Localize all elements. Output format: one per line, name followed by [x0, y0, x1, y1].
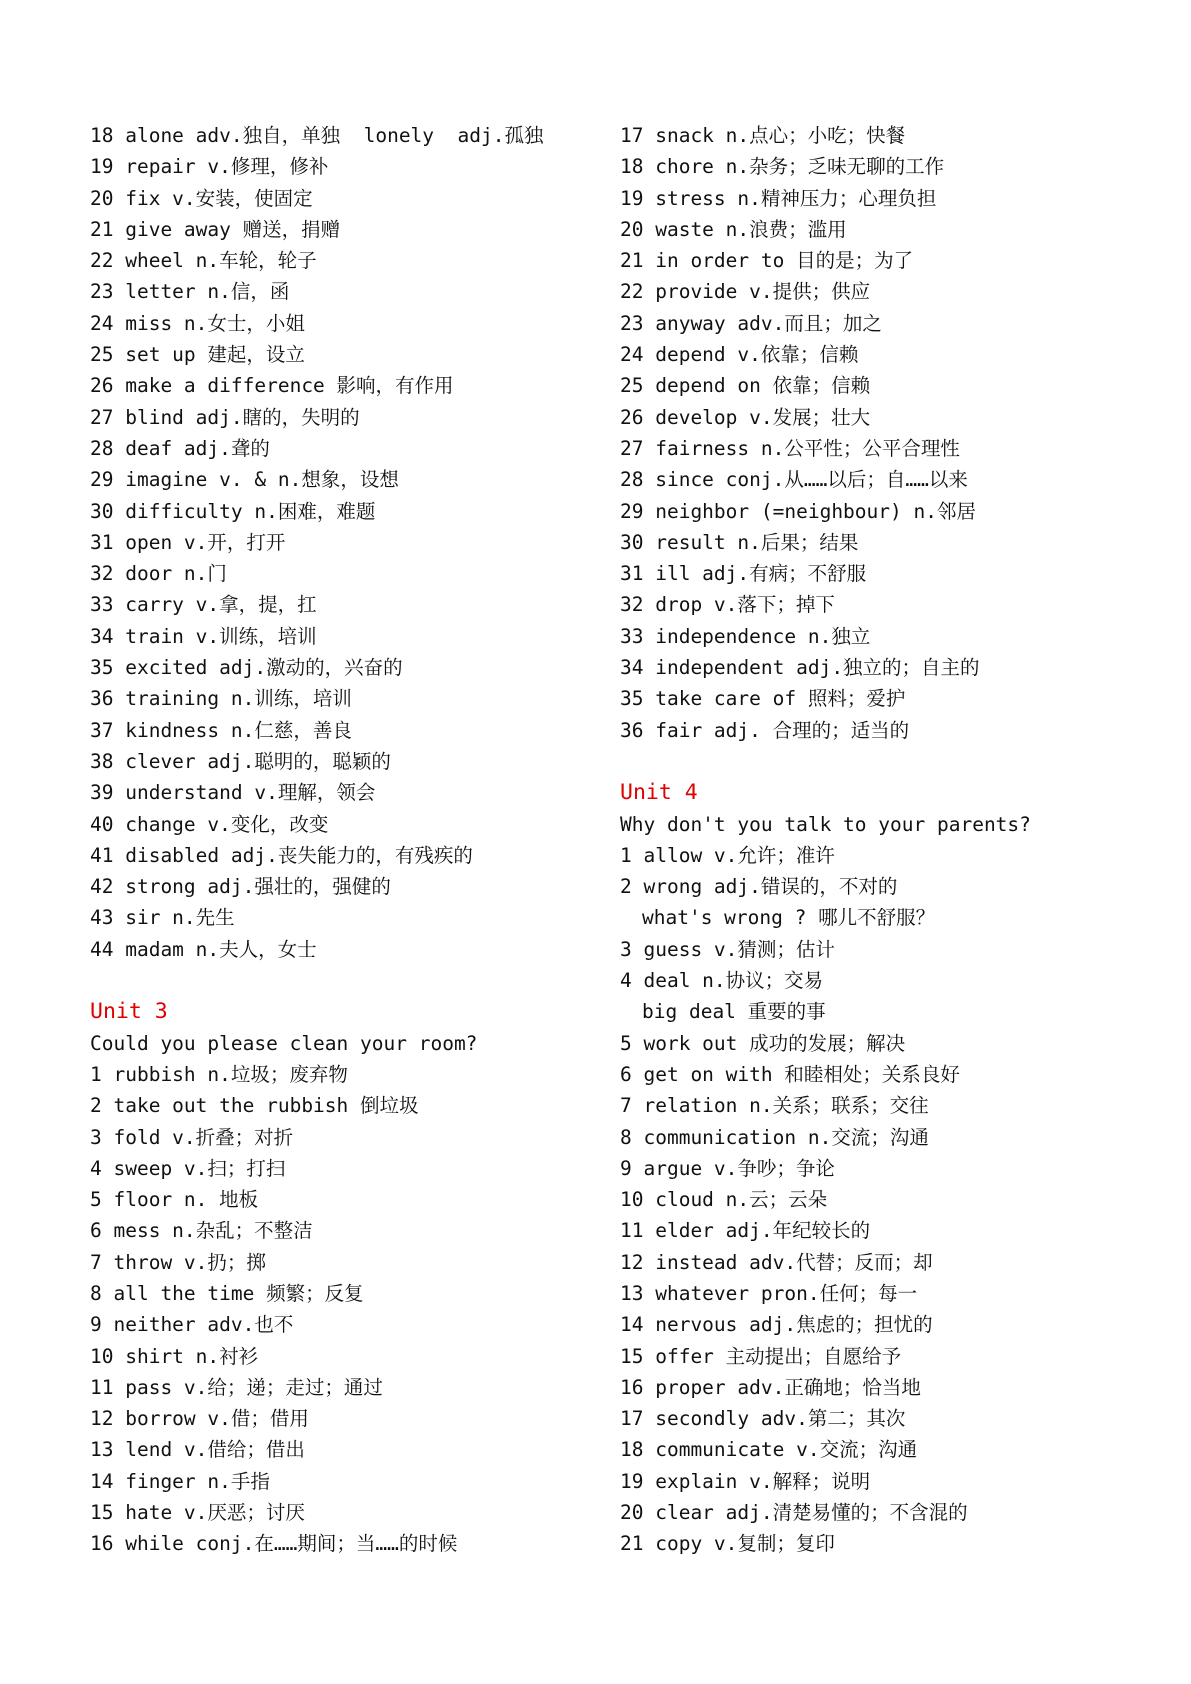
vocab-entry: 20 fix v.安装，使固定: [90, 186, 313, 210]
vocab-entry: 28 since conj.从……以后；自……以来: [620, 468, 968, 492]
vocab-entry: 18 communicate v.交流；沟通: [620, 1438, 918, 1462]
right-column: [620, 120, 1180, 1560]
vocab-entry: 12 borrow v.借；借用: [90, 1407, 309, 1431]
vocab-entry: 20 waste n.浪费；滥用: [620, 217, 847, 241]
vocab-entry: big deal 重要的事: [642, 1000, 826, 1024]
vocab-entry: 3 guess v.猜测；估计: [620, 937, 835, 961]
vocab-entry: 36 fair adj. 合理的；适当的: [620, 718, 910, 742]
vocab-entry: 11 pass v.给；递；走过；通过: [90, 1375, 383, 1399]
vocab-entry: 7 throw v.扔；掷: [90, 1250, 266, 1274]
left-vocab-list: [90, 120, 610, 965]
vocab-entry: 15 hate v.厌恶；讨厌: [90, 1501, 305, 1525]
vocab-entry: 32 door n.门: [90, 562, 227, 586]
vocab-entry: 26 make a difference 影响，有作用: [90, 374, 454, 398]
vocab-entry: 7 relation n.关系；联系；交往: [620, 1094, 929, 1118]
vocab-entry: 6 mess n.杂乱；不整洁: [90, 1219, 313, 1243]
section-gap: [620, 746, 1180, 777]
vocab-entry: 18 chore n.杂务；乏味无聊的工作: [620, 155, 945, 179]
vocab-entry: 29 neighbor (=neighbour) n.邻居: [620, 499, 976, 523]
vocab-entry: 23 letter n.信，函: [90, 280, 290, 304]
vocab-entry: 40 change v.变化，改变: [90, 812, 329, 836]
vocab-entry: 6 get on with 和睦相处；关系良好: [620, 1062, 960, 1086]
vocab-entry: 23 anyway adv.而且；加之: [620, 311, 882, 335]
vocab-entry: 42 strong adj.强壮的，强健的: [90, 875, 391, 899]
vocab-entry: 31 open v.开，打开: [90, 530, 286, 554]
vocab-entry: 19 stress n.精神压力；心理负担: [620, 186, 937, 210]
vocab-entry: 32 drop v.落下；掉下: [620, 593, 835, 617]
vocab-entry: 38 clever adj.聪明的，聪颖的: [90, 749, 391, 773]
section-gap: [90, 965, 610, 996]
vocab-entry: 22 wheel n.车轮，轮子: [90, 249, 317, 273]
vocab-entry: 41 disabled adj.丧失能力的，有残疾的: [90, 843, 473, 867]
vocab-entry: 37 kindness n.仁慈，善良: [90, 718, 352, 742]
vocab-entry: 4 sweep v.扫；打扫: [90, 1156, 286, 1180]
vocab-entry: 14 nervous adj.焦虑的；担忧的: [620, 1313, 933, 1337]
vocab-entry: 34 train v.训练，培训: [90, 624, 317, 648]
vocab-entry: 25 set up 建起，设立: [90, 343, 305, 367]
left-column: [90, 120, 610, 1560]
vocab-entry: 24 miss n.女士，小姐: [90, 311, 305, 335]
unit3-vocab-list: [90, 1059, 610, 1560]
unit3-heading: Unit 3: [90, 999, 168, 1025]
vocab-entry: 30 result n.后果；结果: [620, 530, 859, 554]
vocab-entry: 29 imagine v. & n.想象，设想: [90, 468, 399, 492]
vocab-entry: 13 lend v.借给；借出: [90, 1438, 305, 1462]
vocab-entry: 24 depend v.依靠；信赖: [620, 343, 859, 367]
vocab-entry: 8 all the time 频繁；反复: [90, 1281, 364, 1305]
vocab-entry: 11 elder adj.年纪较长的: [620, 1219, 871, 1243]
vocab-entry: 27 fairness n.公平性；公平合理性: [620, 436, 960, 460]
vocab-entry: 3 fold v.折叠；对折: [90, 1125, 294, 1149]
right-vocab-list: [620, 120, 1180, 746]
vocab-entry: 21 in order to 目的是；为了: [620, 249, 914, 273]
vocab-entry: 2 take out the rubbish 倒垃圾: [90, 1094, 419, 1118]
vocab-entry: 35 take care of 照料；爱护: [620, 687, 906, 711]
vocab-entry: 9 argue v.争吵；争论: [620, 1156, 835, 1180]
vocab-entry: 10 cloud n.云；云朵: [620, 1188, 828, 1212]
vocab-entry: 1 rubbish n.垃圾；废弃物: [90, 1062, 348, 1086]
vocab-entry: 16 while conj.在……期间；当……的时候: [90, 1532, 458, 1556]
vocab-entry: 2 wrong adj.错误的，不对的: [620, 875, 898, 899]
vocab-entry: 43 sir n.先生: [90, 906, 235, 930]
vocab-entry: 31 ill adj.有病；不舒服: [620, 562, 867, 586]
vocab-entry: 5 work out 成功的发展；解决: [620, 1031, 906, 1055]
vocab-entry: 19 explain v.解释；说明: [620, 1469, 871, 1493]
vocab-entry: 13 whatever pron.任何；每一: [620, 1281, 918, 1305]
vocab-entry: 16 proper adv.正确地；恰当地: [620, 1375, 921, 1399]
vocab-entry: 19 repair v.修理，修补: [90, 155, 329, 179]
vocab-entry: 28 deaf adj.聋的: [90, 436, 270, 460]
vocab-entry: 17 snack n.点心；小吃；快餐: [620, 124, 906, 147]
vocab-entry: 1 allow v.允许；准许: [620, 843, 835, 867]
vocab-entry: 44 madam n.夫人，女士: [90, 937, 317, 961]
vocab-entry: 8 communication n.交流；沟通: [620, 1125, 929, 1149]
vocab-entry: 36 training n.训练，培训: [90, 687, 352, 711]
vocab-entry: 27 blind adj.瞎的，失明的: [90, 405, 360, 429]
vocab-entry: 21 give away 赠送，捐赠: [90, 217, 341, 241]
vocab-entry: 26 develop v.发展；壮大: [620, 405, 871, 429]
vocab-entry: 21 copy v.复制；复印: [620, 1532, 835, 1556]
unit3-subtitle: Could you please clean your room?: [90, 1031, 478, 1055]
vocab-entry: 25 depend on 依靠；信赖: [620, 374, 871, 398]
vocab-entry: 17 secondly adv.第二；其次: [620, 1407, 906, 1431]
vocab-entry: 22 provide v.提供；供应: [620, 280, 871, 304]
unit4-subtitle: Why don't you talk to your parents?: [620, 812, 1031, 836]
vocab-entry: what's wrong ? 哪儿不舒服？: [642, 906, 936, 930]
unit4-heading: Unit 4: [620, 780, 698, 806]
vocab-entry: 35 excited adj.激动的，兴奋的: [90, 656, 403, 680]
unit4-vocab-list: [620, 840, 1180, 1560]
vocab-entry: 33 independence n.独立: [620, 624, 871, 648]
vocab-entry: 20 clear adj.清楚易懂的；不含混的: [620, 1501, 968, 1525]
vocab-entry: 10 shirt n.衬衫: [90, 1344, 259, 1368]
vocab-entry: 12 instead adv.代替；反而；却: [620, 1250, 933, 1274]
vocab-entry: 18 alone adv.独自，单独 lonely adj.孤独: [90, 124, 544, 147]
vocab-entry: 30 difficulty n.困难，难题: [90, 499, 376, 523]
vocab-entry: 34 independent adj.独立的；自主的: [620, 656, 980, 680]
vocab-entry: 9 neither adv.也不: [90, 1313, 294, 1337]
vocab-entry: 39 understand v.理解，领会: [90, 781, 376, 805]
vocab-entry: 4 deal n.协议；交易: [620, 969, 824, 993]
vocab-entry: 14 finger n.手指: [90, 1469, 270, 1493]
vocab-entry: 5 floor n. 地板: [90, 1188, 259, 1212]
vocab-entry: 15 offer 主动提出；自愿给予: [620, 1344, 902, 1368]
vocab-entry: 33 carry v.拿，提，扛: [90, 593, 317, 617]
